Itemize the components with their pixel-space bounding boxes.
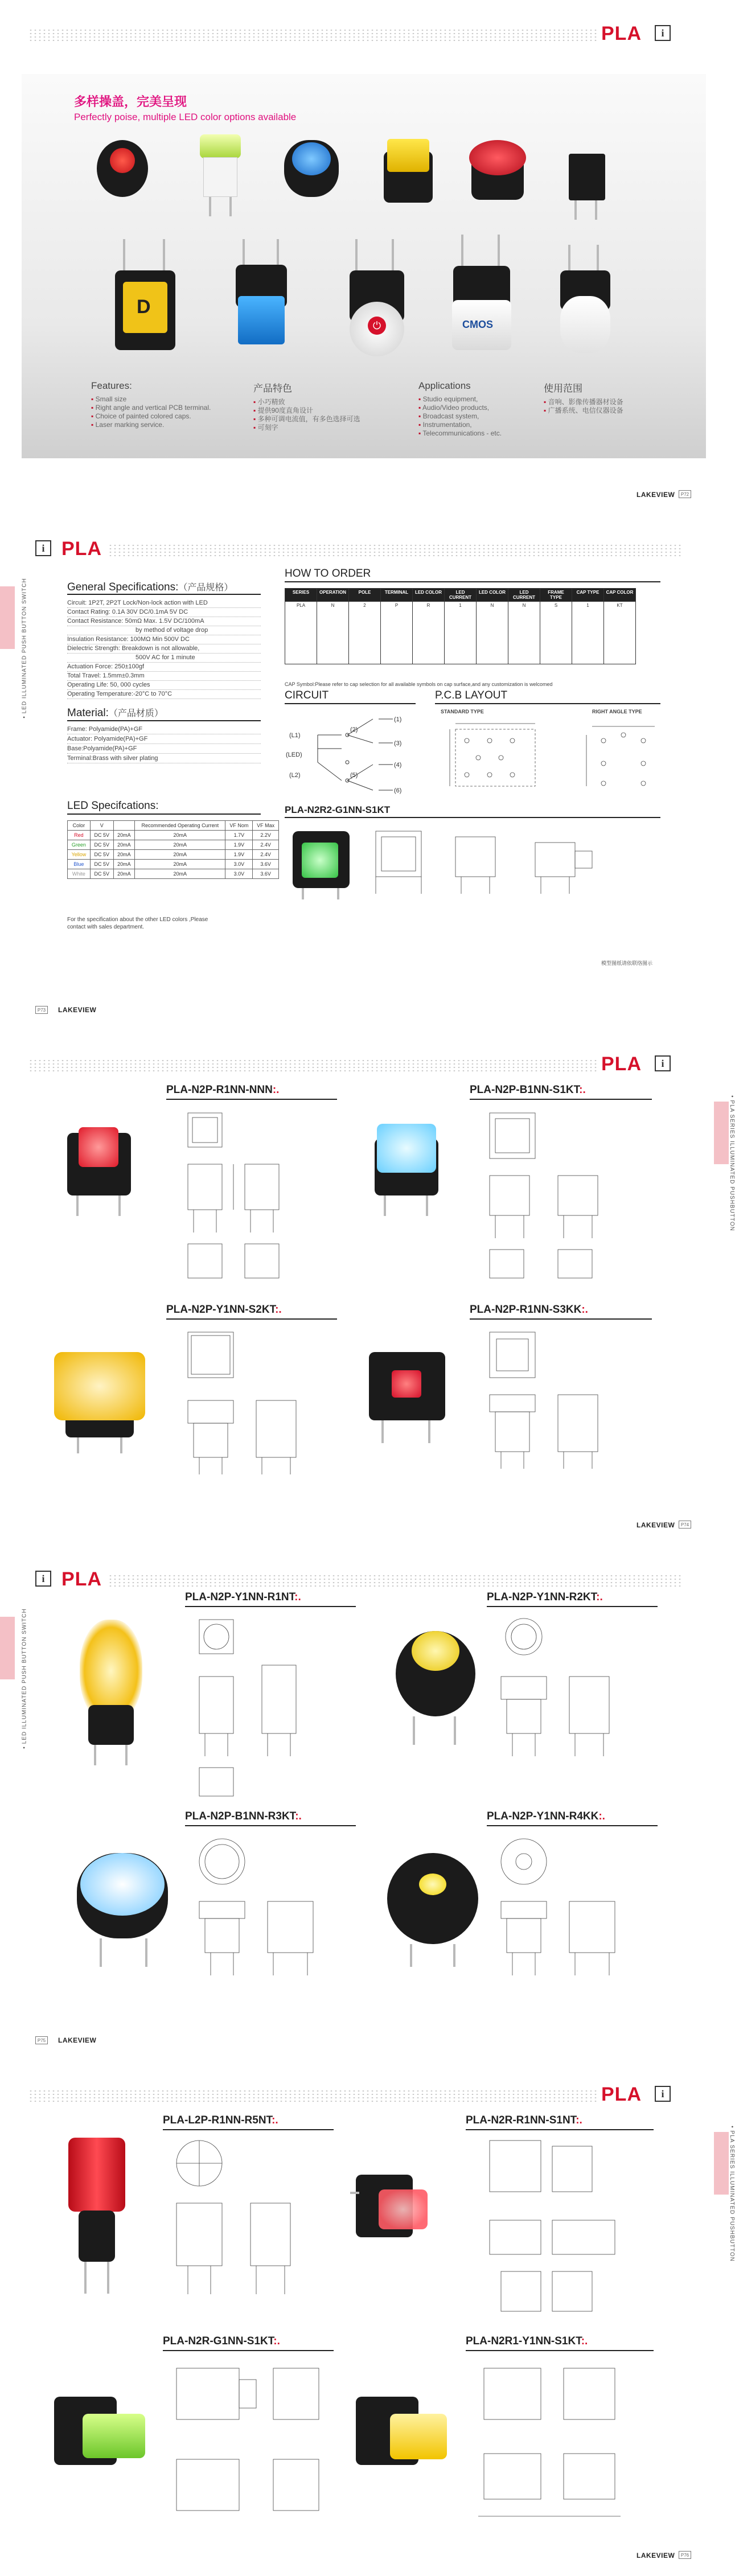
switch-green-led	[290, 825, 353, 899]
table-row	[68, 869, 279, 879]
table-cell: 20mA	[135, 869, 225, 879]
order-code-value: R	[413, 602, 445, 664]
dot-leader	[67, 680, 261, 681]
application-item: ▪ Studio equipment,	[418, 395, 502, 404]
info-icon: i	[35, 540, 51, 556]
order-code-header: OPERATION	[317, 589, 349, 602]
feature-item: ▪ Right angle and vertical PCB terminal.	[91, 404, 211, 412]
spec-line: Contact Resistance: 50mΩ Max. 1.5V DC/100mA	[67, 618, 204, 625]
dot-leader	[67, 753, 261, 754]
section-rule	[67, 720, 261, 721]
switch-yellow-round-led	[390, 1614, 481, 1751]
material-line: Base:Polyamide(PA)+GF	[67, 745, 137, 752]
table-cell: 20mA	[113, 840, 135, 850]
pcb-right-angle-label: RIGHT ANGLE TYPE	[592, 709, 642, 714]
switch-black-round-led	[381, 1842, 484, 1973]
info-icon: i	[655, 25, 671, 41]
side-tab-label: • LED ILLUMINATED PUSH BUTTON SWITCH	[21, 1608, 28, 1749]
table-header: V	[90, 821, 113, 831]
featured-part-number: PLA-N2R2-G1NN-S1KT	[285, 804, 391, 815]
part-rule	[487, 1825, 658, 1826]
circuit-label: (4)	[394, 762, 402, 769]
switch-yellow-tall-led	[68, 1620, 154, 1768]
application-item: ▪ Telecommunications - etc.	[418, 429, 502, 438]
led-spec-table	[67, 820, 279, 879]
feature-cn-item: ▪ 可刻字	[253, 424, 360, 432]
brand-logo: PLA	[601, 2084, 642, 2105]
switch-red-round	[94, 134, 151, 200]
table-cell: 20mA	[135, 840, 225, 850]
part-rule	[466, 2350, 654, 2351]
dot-leader	[67, 662, 261, 663]
catalog-page-1	[0, 0, 729, 515]
part-number: PLA-N2R-G1NN-S1KT:.	[163, 2335, 280, 2347]
switch-cmos-cap: CMOS	[450, 235, 515, 360]
switch-red-dome	[467, 134, 529, 203]
switch-yellow-right-angle	[350, 2391, 453, 2482]
page-number: P74	[679, 1521, 691, 1529]
order-code-header: CAP TYPE	[572, 589, 604, 602]
footer-brand: LAKEVIEW	[637, 2552, 675, 2559]
order-code-table	[285, 588, 636, 664]
page-number: P73	[35, 1006, 48, 1014]
side-tab-bar	[0, 586, 15, 649]
part-number: PLA-N2P-Y1NN-R4KK:.	[487, 1810, 605, 1822]
spec-line: by method of voltage drop	[135, 627, 208, 634]
led-note: contact with sales department.	[67, 924, 145, 930]
table-cell: Red	[68, 831, 91, 840]
led-note: For the specification about the other LED colors ,Please	[67, 917, 208, 923]
dot-pattern	[28, 1059, 598, 1071]
footer-brand: LAKEVIEW	[637, 1521, 675, 1529]
feature-cn-item: ▪ 多种可调电流值，有多色选择可选	[253, 415, 360, 424]
part-rule	[163, 2129, 334, 2130]
order-code-header: LED COLOR	[413, 589, 445, 602]
feature-cn-item: ▪ 提供90度直角设计	[253, 406, 360, 415]
switch-green-right-angle	[48, 2391, 151, 2482]
part-rule	[185, 1825, 356, 1826]
circuit-diagram	[285, 708, 416, 799]
table-cell: DC 5V	[90, 860, 113, 869]
features-cn-heading: 产品特色	[253, 383, 292, 394]
tech-drawing-1	[171, 1107, 342, 1289]
switch-blue-round	[282, 134, 342, 203]
part-rule	[166, 1318, 337, 1320]
feature-item: ▪ Choice of painted colored caps.	[91, 412, 211, 421]
part-number: PLA-N2P-Y1NN-S2KT:.	[166, 1304, 282, 1316]
order-code-header: FRAME TYPE	[540, 589, 572, 602]
tech-drawing-4	[473, 1326, 643, 1509]
material-line: Frame: Polyamide(PA)+GF	[67, 726, 143, 733]
tech-drawing-1	[188, 1614, 359, 1802]
applications-heading: Applications	[418, 380, 471, 391]
section-rule	[67, 814, 261, 815]
footer-brand: LAKEVIEW	[58, 1006, 97, 1014]
part-number: PLA-N2P-Y1NN-R1NT:.	[185, 1591, 301, 1603]
feature-item: ▪ Laser marking service.	[91, 421, 211, 429]
table-cell: 2.2V	[253, 831, 279, 840]
general-specs-title: General Specifications:（产品规格）	[67, 581, 233, 593]
featured-part-drawing	[370, 825, 660, 899]
table-cell: 1.7V	[225, 831, 253, 840]
switch-yellow-square	[381, 134, 436, 208]
applications-cn-list	[544, 380, 623, 415]
side-tab-bar	[0, 1617, 15, 1679]
table-cell: 3.0V	[225, 860, 253, 869]
tech-drawing-3	[188, 1833, 359, 2021]
table-cell: DC 5V	[90, 850, 113, 860]
order-code-value: 1	[572, 602, 604, 664]
order-code-header: TERMINAL	[381, 589, 413, 602]
part-rule	[470, 1318, 652, 1320]
table-header: Color	[68, 821, 91, 831]
page-number: P72	[679, 490, 691, 498]
application-item: ▪ Broadcast system,	[418, 412, 502, 421]
brand-logo: PLA	[601, 23, 642, 44]
table-header: VF Nom	[225, 821, 253, 831]
part-number: PLA-L2P-R1NN-R5NT:.	[163, 2114, 278, 2126]
order-code-header: POLE	[349, 589, 381, 602]
material-title: Material:（产品材质）	[67, 707, 163, 719]
order-code-value: N	[317, 602, 349, 664]
switch-blue-led	[370, 1116, 444, 1218]
pcb-standard-drawing	[444, 718, 558, 798]
dot-pattern	[108, 1574, 683, 1587]
table-cell: 20mA	[113, 831, 135, 840]
table-header: VF Max	[253, 821, 279, 831]
pcb-standard-label: STANDARD TYPE	[441, 709, 484, 714]
circuit-label: (L1)	[289, 732, 301, 739]
table-cell: 3.0V	[225, 869, 253, 879]
section-rule	[285, 581, 660, 582]
hero-title-cn: 多样操盖，完美呈现	[74, 95, 187, 109]
circuit-label: (L2)	[289, 772, 301, 779]
switch-white-round	[557, 245, 614, 359]
switch-green-square	[196, 134, 245, 220]
table-cell: 1.9V	[225, 850, 253, 860]
circuit-title: CIRCUIT	[285, 689, 329, 701]
switch-red-right-angle	[350, 2169, 430, 2254]
application-item: ▪ Audio/Video products,	[418, 404, 502, 412]
part-rule	[185, 1606, 356, 1607]
section-rule	[285, 703, 416, 704]
info-icon: i	[655, 2086, 671, 2102]
pcb-right-angle-drawing	[581, 718, 666, 798]
part-number: PLA-N2R-R1NN-S1NT:.	[466, 2114, 582, 2126]
material-line: Actuator: Polyamide(PA)+GF	[67, 736, 148, 742]
dot-leader	[67, 607, 261, 608]
table-cell: Yellow	[68, 850, 91, 860]
catalog-page-5	[0, 2061, 735, 2576]
table-cell: DC 5V	[90, 840, 113, 850]
application-cn-item: ▪ 音响、影像传播器材设备	[544, 398, 623, 406]
circuit-label: (2)	[350, 726, 358, 733]
side-tab-bar	[714, 2132, 729, 2195]
order-code-value: S	[540, 602, 572, 664]
table-cell: 20mA	[113, 860, 135, 869]
footer-brand: LAKEVIEW	[637, 491, 675, 499]
circuit-label: (6)	[394, 787, 402, 794]
catalog-page-2	[0, 515, 729, 1030]
order-code-value: 1	[445, 602, 477, 664]
table-header: Recommended Operating Current	[135, 821, 225, 831]
order-code-header: SERIES	[285, 589, 317, 602]
order-code-header: LED CURRENT	[445, 589, 477, 602]
catalog-page-3	[0, 1030, 735, 1546]
brand-logo: PLA	[61, 1568, 102, 1590]
tech-drawing-2	[473, 1107, 643, 1289]
dot-pattern	[108, 544, 683, 556]
switch-power-icon: ⏻	[346, 239, 409, 364]
spec-line: Operating Temperature:-20°C to 70°C	[67, 691, 173, 697]
table-cell: DC 5V	[90, 831, 113, 840]
tech-drawing-3	[171, 1326, 342, 1509]
dot-leader	[67, 671, 261, 672]
side-tab-label: • LED ILLUMINATED PUSH BUTTON SWITCH	[21, 578, 28, 718]
switch-blue-square	[233, 239, 290, 353]
table-cell: 20mA	[135, 831, 225, 840]
feature-item: ▪ Small size	[91, 395, 211, 404]
order-code-value: N	[477, 602, 508, 664]
features-heading: Features:	[91, 380, 132, 391]
side-tab-label: • PLA SERIES ILLUMINATED PUSHBUTTON	[728, 2126, 735, 2262]
table-cell: 3.6V	[253, 869, 279, 879]
info-icon: i	[655, 1055, 671, 1071]
switch-red-square-led	[364, 1341, 450, 1449]
table-cell: DC 5V	[90, 869, 113, 879]
info-icon: i	[35, 1571, 51, 1587]
table-cell: 2.4V	[253, 840, 279, 850]
order-code-header: CAP COLOR	[604, 589, 636, 602]
table-cell: 20mA	[113, 850, 135, 860]
switch-yellow-d-cap: D	[112, 239, 180, 361]
material-line: Terminal:Brass with silver plating	[67, 755, 158, 762]
part-number: PLA-N2P-R1NN-S3KK:.	[470, 1304, 588, 1316]
table-cell: Green	[68, 840, 91, 850]
applications-list	[418, 380, 502, 438]
side-tab-label: • PLA SERIES ILLUMINATED PUSHBUTTON	[728, 1095, 735, 1231]
table-cell: White	[68, 869, 91, 879]
tech-drawing-4	[490, 1833, 660, 2021]
features-cn-list	[253, 380, 360, 432]
spec-line: Circuit: 1P2T, 2P2T Lock/Non-lock action with LED	[67, 599, 208, 606]
switch-blue-round-led	[65, 1842, 179, 1973]
part-rule	[470, 1099, 652, 1100]
side-tab-bar	[714, 1102, 729, 1164]
circuit-label: (LED)	[286, 751, 302, 758]
tech-drawing-2	[490, 1614, 660, 1802]
table-row	[68, 850, 279, 860]
order-code-header: LED CURRENT	[508, 589, 540, 602]
dot-pattern	[28, 28, 598, 41]
table-cell: Blue	[68, 860, 91, 869]
switch-black-small	[566, 148, 609, 222]
switch-red-led	[63, 1116, 137, 1218]
spec-line: 500V AC for 1 minute	[135, 654, 195, 661]
order-code-header: LED COLOR	[477, 589, 508, 602]
part-rule	[487, 1606, 658, 1607]
dot-leader	[67, 743, 261, 744]
tech-drawing-1	[165, 2135, 336, 2328]
table-cell: 3.6V	[253, 860, 279, 869]
brand-logo: PLA	[601, 1053, 642, 1075]
application-item: ▪ Instrumentation,	[418, 421, 502, 429]
features-list	[91, 380, 211, 429]
dot-pattern	[28, 2089, 598, 2102]
part-rule	[466, 2129, 654, 2130]
table-cell: 1.9V	[225, 840, 253, 850]
spec-line: Dielectric Strength: Breakdown is not allowable,	[67, 645, 200, 652]
part-number: PLA-N2P-B1NN-S1KT:.	[470, 1084, 586, 1096]
applications-cn-heading: 使用范围	[544, 383, 582, 394]
tech-drawing-3	[165, 2357, 336, 2539]
footer-brand: LAKEVIEW	[58, 2036, 97, 2044]
table-row	[68, 840, 279, 850]
page-number: P76	[679, 2551, 691, 2559]
section-rule	[67, 594, 261, 595]
order-code-value: PLA	[285, 602, 317, 664]
catalog-page-4	[0, 1546, 729, 2061]
table-cell: 20mA	[113, 869, 135, 879]
hero-title-en: Perfectly poise, multiple LED color options available	[74, 112, 297, 122]
part-number: PLA-N2P-Y1NN-R2KT:.	[487, 1591, 603, 1603]
tech-drawing-2	[467, 2135, 649, 2328]
table-cell: 2.4V	[253, 850, 279, 860]
spec-line: Operating Life: 50, 000 cycles	[67, 681, 150, 688]
table-cell: 20mA	[135, 860, 225, 869]
part-number: PLA-N2R1-Y1NN-S1KT:.	[466, 2335, 588, 2347]
section-rule	[285, 817, 660, 818]
dot-leader	[67, 653, 261, 654]
switch-yellow-led	[48, 1341, 151, 1455]
feature-cn-item: ▪ 小巧精致	[253, 398, 360, 406]
led-specs-title: LED Specifcations:	[67, 800, 159, 812]
order-code-value: N	[508, 602, 540, 664]
circuit-label: (5)	[350, 772, 358, 779]
table-cell: 20mA	[135, 850, 225, 860]
circuit-label: (1)	[394, 716, 402, 723]
order-code-value: KT	[604, 602, 636, 664]
application-cn-item: ▪ 广播系统、电信仪器设备	[544, 406, 623, 415]
part-rule	[163, 2350, 334, 2351]
table-header	[113, 821, 135, 831]
brand-logo: PLA	[61, 538, 102, 560]
pcb-layout-title: P.C.B LAYOUT	[435, 689, 508, 701]
order-code-value: P	[381, 602, 413, 664]
table-row	[68, 831, 279, 840]
how-to-order-title: HOW TO ORDER	[285, 568, 371, 580]
section-rule	[435, 703, 660, 704]
spec-line: Actuation Force: 250±100gf	[67, 663, 145, 670]
order-code-value: 2	[349, 602, 381, 664]
part-rule	[166, 1099, 337, 1100]
footnote: 模型图纸请依联络图示	[601, 960, 653, 966]
part-number: PLA-N2P-B1NN-R3KT:.	[185, 1810, 302, 1822]
spec-line: Total Travel: 1.5mm±0.3mm	[67, 672, 145, 679]
circuit-label: (3)	[394, 740, 402, 747]
dot-leader	[67, 689, 261, 690]
cap-symbol-note: CAP Symbol:Please refer to cap selection for all available symbols on cap surface,and any customization is welcomed	[285, 681, 553, 687]
spec-line: Contact Rating: 0.1A 30V DC/0.1mA 5V DC	[67, 609, 188, 615]
part-number: PLA-N2P-R1NN-NNN:.	[166, 1084, 280, 1096]
spec-line: Insulation Resistance: 100MΩ Min 500V DC	[67, 636, 190, 643]
table-row	[68, 860, 279, 869]
tech-drawing-4	[467, 2357, 649, 2539]
switch-red-tall-cap	[63, 2138, 131, 2297]
page-number: P75	[35, 2036, 48, 2044]
